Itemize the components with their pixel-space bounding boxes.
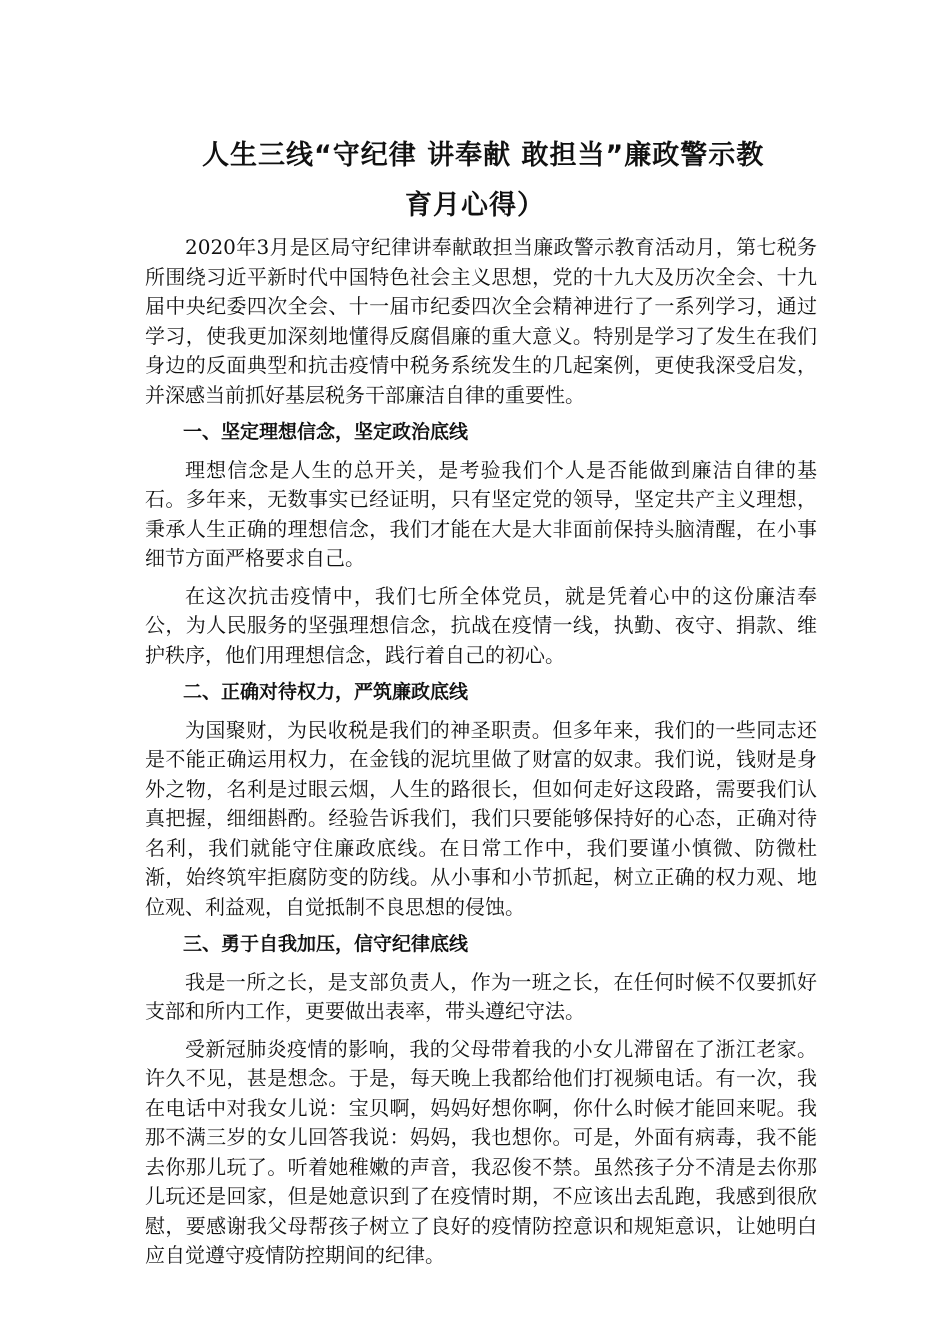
paragraph-1-2: 在这次抗击疫情中，我们七所全体党员，就是凭着心中的这份廉洁奉公，为人民服务的坚强理想信念，抗战在疫情一线，执勤、夜守、捐款、维护秩序，他们用理想信念，践行着自己的初心。 bbox=[145, 583, 817, 667]
paragraph-3-2: 受新冠肺炎疫情的影响，我的父母带着我的小女儿滞留在了浙江老家。许久不见，甚是想念。于是，每天晚上我都给他们打视频电话。有一次，我在电话中对我女儿说：宝贝啊，妈妈好想你啊，你什么时候才能回来呢。我那不满三岁的女儿回答我说：妈妈，我也想你。可是，外面有病毒，我不能去你那儿玩了。听着她稚嫩的声音，我忍俊不禁。虽然孩子分不清是去你那儿玩还是回家，但是她意识到了在疫情时期，不应该出去乱跑，我感到很欣慰，要感谢我父母帮孩子树立了良好的疫情防控意识和规矩意识，让她明白应自觉遵守疫情防控期间的纪律。 bbox=[145, 1036, 817, 1267]
document-title-line-2: 育月心得） bbox=[405, 190, 545, 221]
section-heading-3: 三、勇于自我加压，信守纪律底线 bbox=[183, 933, 469, 955]
paragraph-intro: 2020年3月是区局守纪律讲奉献敢担当廉政警示教育活动月，第七税务所围绕习近平新时代中国特色社会主义思想，党的十九大及历次全会、十九届中央纪委四次全会、十一届市纪委四次全会精神进行了一系列学习，通过学习，使我更加深刻地懂得反腐倡廉的重大意义。特别是学习了发生在我们身边的反面典型和抗击疫情中税务系统发生的几起案例，更使我深受启发，并深感当前抓好基层税务干部廉洁自律的重要性。 bbox=[145, 235, 817, 407]
section-heading-1: 一、坚定理想信念，坚定政治底线 bbox=[183, 421, 469, 443]
paragraph-1-1: 理想信念是人生的总开关，是考验我们个人是否能做到廉洁自律的基石。多年来，无数事实已经证明，只有坚定党的领导，坚定共产主义理想，秉承人生正确的理想信念，我们才能在大是大非面前保持头脑清醒，在小事细节方面严格要求自己。 bbox=[145, 457, 817, 570]
document-title-line-1: 人生三线“守纪律 讲奉献 敢担当”廉政警示教 bbox=[202, 140, 765, 171]
paragraph-3-1: 我是一所之长，是支部负责人，作为一班之长，在任何时候不仅要抓好支部和所内工作，更要做出表率，带头遵纪守法。 bbox=[145, 969, 817, 1023]
section-heading-2: 二、正确对待权力，严筑廉政底线 bbox=[183, 681, 469, 703]
document-body bbox=[145, 233, 817, 1279]
paragraph-2-1: 为国聚财，为民收税是我们的神圣职责。但多年来，我们的一些同志还是不能正确运用权力，在金钱的泥坑里做了财富的奴隶。我们说，钱财是身外之物，名利是过眼云烟，人生的路很长，但如何走好这段路，需要我们认真把握，细细斟酌。经验告诉我们，我们只要能够保持好的心态，正确对待名利，我们就能守住廉政底线。在日常工作中，我们要谨小慎微、防微杜渐，始终筑牢拒腐防变的防线。从小事和小节抓起，树立正确的权力观、地位观、利益观，自觉抵制不良思想的侵蚀。 bbox=[145, 717, 817, 919]
